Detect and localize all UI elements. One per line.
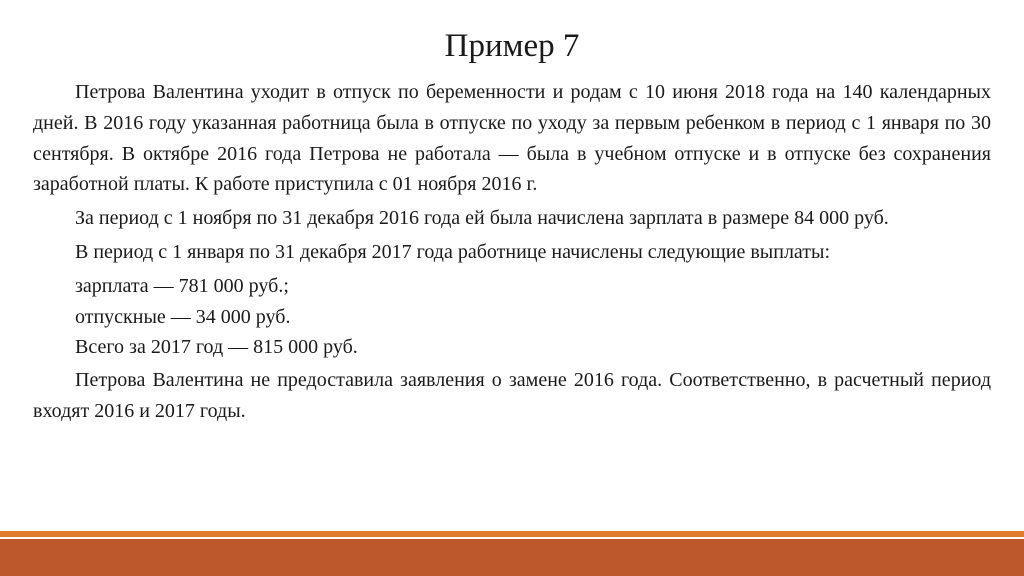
paragraph-2017-payments: В период с 1 января по 31 декабря 2017 года работнице начислены следующие выплаты: — [75, 240, 831, 263]
paragraph-conclusion: Петрова Валентина не предоставила заявления о замене 2016 года. Соответственно, в расчетный период входят 2016 и 2017 годы. — [33, 369, 991, 422]
slide-title: Пример 7 — [444, 28, 580, 64]
paragraph-total-2017: Всего за 2017 год — 815 000 руб. — [75, 336, 358, 359]
paragraph-intro: Петрова Валентина уходит в отпуск по беременности и родам с 10 июня 2018 года на 140 календарных дней. В 2016 году указанная работница была в отпуске по уходу за первым ребенком в период с 1 января по 30 сентября. В октябре 2016 года Петрова не работала — была в учебном отпуске и в отпуске без сохранения заработной платы. К работе приступила с 01 ноября 2016 г. — [33, 81, 991, 196]
paragraph-vacation-item: отпускные — 34 000 руб. — [75, 305, 291, 328]
slide-body — [33, 77, 991, 427]
footer-accent-band — [0, 539, 1024, 576]
footer-accent-line — [0, 531, 1024, 537]
paragraph-2016-salary: За период с 1 ноября по 31 декабря 2016 года ей была начислена зарплата в размере 84 000 руб. — [75, 207, 889, 230]
paragraph-salary-item: зарплата — 781 000 руб.; — [75, 274, 289, 297]
